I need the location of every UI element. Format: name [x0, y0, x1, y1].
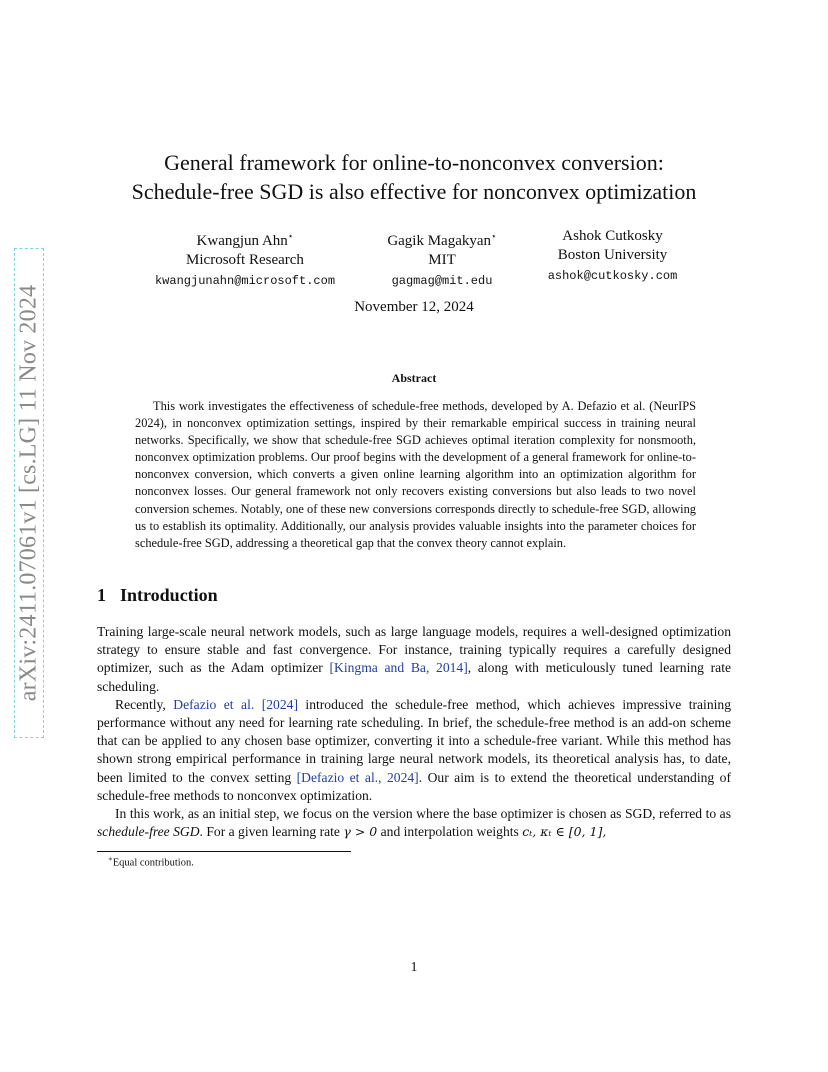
citation-link[interactable]: [Defazio et al., 2024]	[296, 769, 419, 785]
author-affiliation: Boston University	[557, 247, 668, 263]
author-name: Kwangjun Ahn⋆	[196, 231, 294, 249]
publication-date: November 12, 2024	[354, 299, 474, 315]
abstract-text: This work investigates the effectiveness of schedule-free methods, developed by A. Defazio et al. (NeurIPS 2024), in nonconvex optimization settings, inspired by their remarkable empirical success in training neural networks. Specifically, we show that schedule-free SGD achieves optimal iteration complexity for nonsmooth, nonconvex optimization problems. Our proof begins with the development of a general framework for online-to-nonconvex conversion, which converts a given online learning algorithm into an optimization algorithm for nonconvex losses. Our general framework not only recovers existing conversions but also leads to two novel conversion schemes. Notably, one of these new conversions corresponds directly to schedule-free SGD, allowing us to establish its optimality. Additionally, our analysis provides valuable insights into the parameter choices for schedule-free SGD, addressing a theoretical gap that the convex theory cannot explain.	[135, 399, 696, 550]
footnote-rule	[97, 851, 351, 852]
paragraph-1: Training large-scale neural network models, such as large language models, requires a well-designed optimization strategy to ensure stable and fast convergence. For instance, training typically requires a carefully designed optimizer, such as the Adam optimizer [Kingma and Ba, 2014], along with meticulously tuned learning rate scheduling.	[97, 624, 732, 694]
citation-link[interactable]: Defazio et al. [2024]	[173, 696, 298, 712]
emphasis-term: schedule-free SGD	[97, 824, 200, 840]
author-email: kwangjunahn@microsoft.com	[154, 274, 336, 288]
introduction-body	[97, 623, 731, 841]
section-heading	[97, 585, 218, 606]
page-number: 1	[410, 960, 418, 975]
paper-title	[60, 148, 768, 206]
title-line-1: General framework for online-to-nonconvex conversion:	[164, 150, 664, 175]
author-email: ashok@cutkosky.com	[547, 269, 678, 283]
author-name: Gagik Magakyan⋆	[387, 231, 497, 249]
author-1	[140, 227, 350, 291]
section-title: Introduction	[120, 585, 218, 605]
math-expression: γ > 0	[343, 824, 378, 840]
author-3	[530, 227, 695, 286]
arxiv-identifier: arXiv:2411.07061v1 [cs.LG] 11 Nov 2024	[15, 284, 42, 702]
author-affiliation: MIT	[428, 252, 456, 268]
paragraph-3: In this work, as an initial step, we focus on the version where the base optimizer is chosen as SGD, referred to as schedule-free SGD. For a given learning rate γ > 0 and interpolation weights cₜ, κₜ ∈ [0, 1],	[97, 806, 731, 840]
arxiv-side-stamp	[14, 248, 44, 738]
author-2	[362, 227, 522, 291]
paragraph-2: Recently, Defazio et al. [2024] introduced the schedule-free method, which achieves impressive training performance without any need for learning rate scheduling. In brief, the schedule-free method is an add-on scheme that can be applied to any chosen base optimizer, converting it into a schedule-free variant. While this method has shown strong empirical performance in training large neural network models, its theoretical analysis has, to date, been limited to the convex setting [Defazio et al., 2024]. Our aim is to extend the theoretical understanding of schedule-free methods to nonconvex optimization.	[97, 696, 731, 803]
footnote: ∗Equal contribution.	[108, 855, 194, 869]
author-email: gagmag@mit.edu	[391, 274, 493, 288]
title-line-2: Schedule-free SGD is also effective for nonconvex optimization	[131, 179, 697, 204]
citation-link[interactable]: [Kingma and Ba, 2014]	[329, 660, 468, 676]
author-name: Ashok Cutkosky	[562, 228, 663, 244]
abstract-heading: Abstract	[391, 371, 437, 385]
section-number: 1	[97, 585, 106, 605]
math-expression: cₜ, κₜ ∈ [0, 1],	[522, 824, 607, 840]
author-affiliation: Microsoft Research	[186, 252, 304, 268]
